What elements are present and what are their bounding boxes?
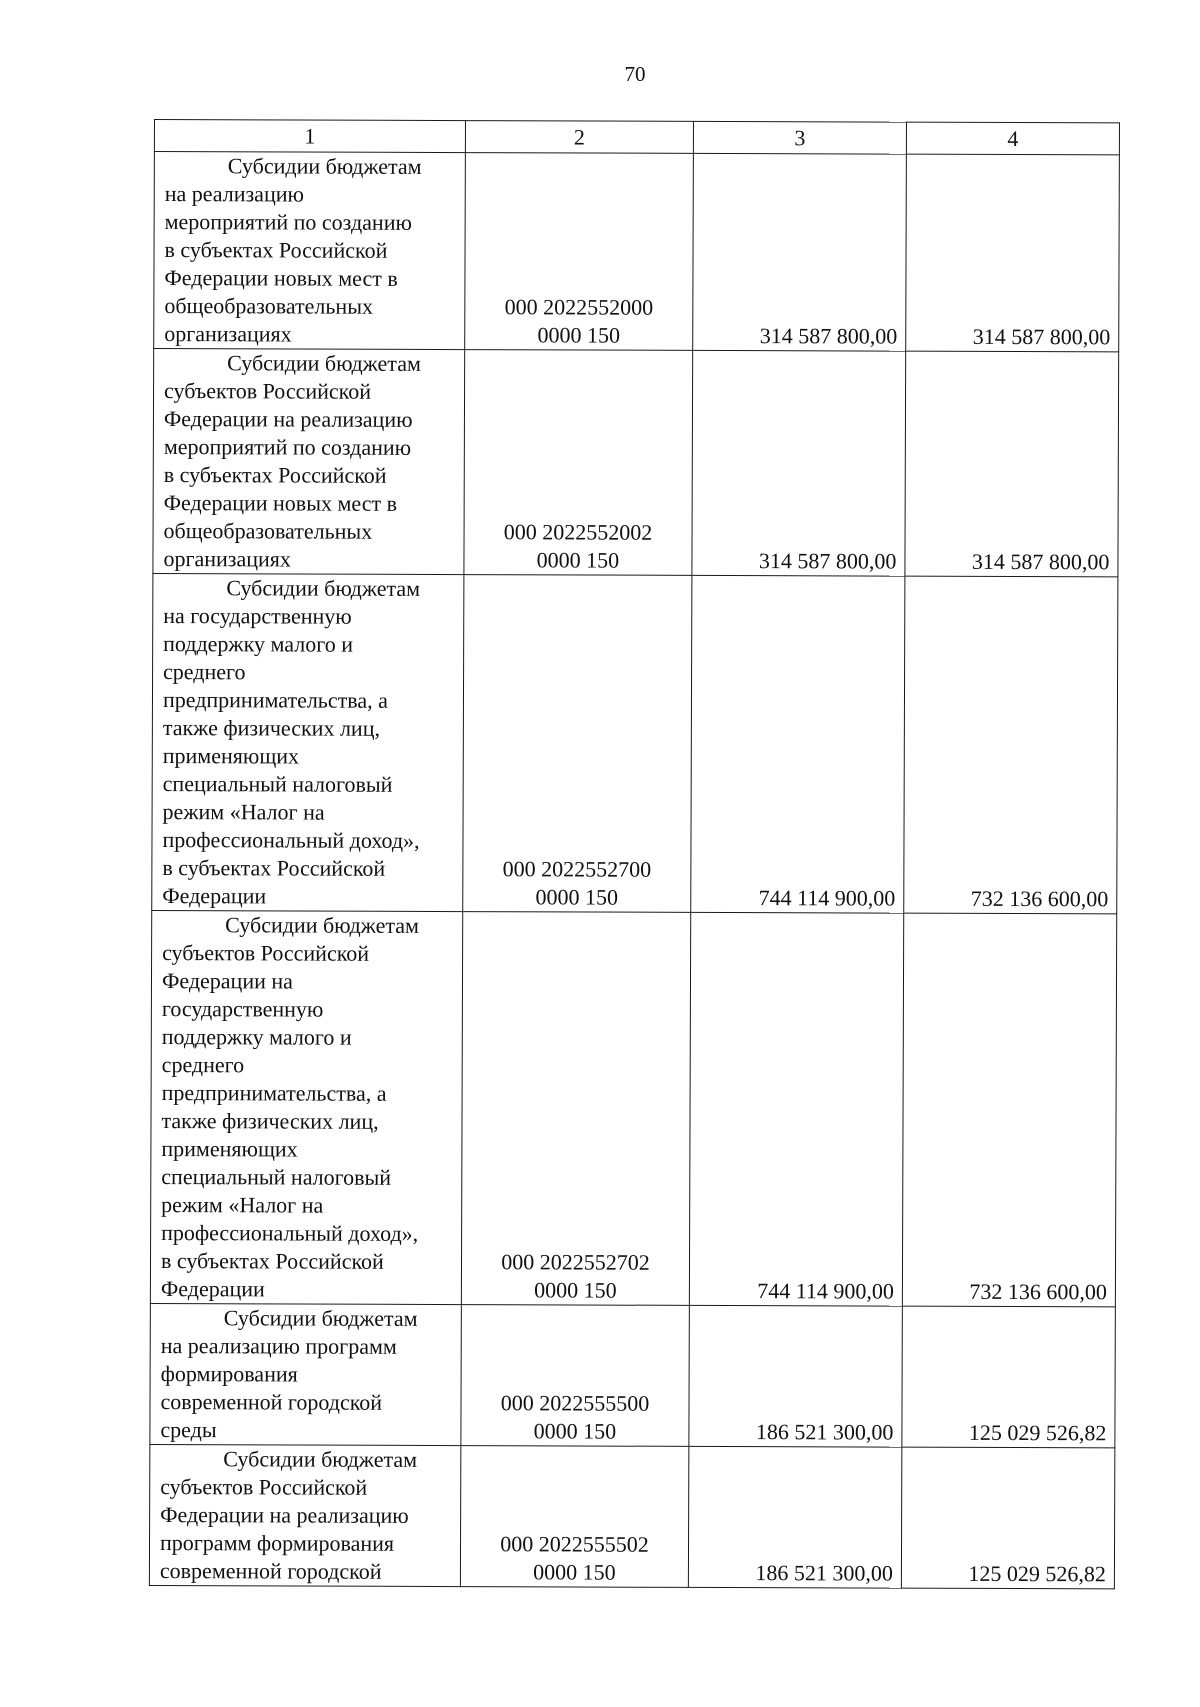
- row-name-line: Субсидии бюджетам: [227, 350, 421, 376]
- row-name-line: Субсидии бюджетам: [223, 1305, 418, 1331]
- row-name-line: специальный налоговый: [162, 771, 393, 797]
- row-name-line: формирования: [160, 1361, 298, 1387]
- column-header-1: 1: [154, 120, 465, 153]
- row-amount-col4: 125 029 526,82: [902, 1306, 1115, 1448]
- row-name-line: на реализацию: [164, 181, 305, 207]
- column-header-2: 2: [465, 121, 693, 154]
- row-name-line: также физических лиц,: [162, 715, 381, 741]
- row-name-cell: [150, 910, 462, 1304]
- row-name-line: на государственную: [163, 603, 352, 629]
- row-name-cell: [153, 349, 465, 575]
- row-name-line: Федерации: [162, 883, 267, 909]
- row-code-line: 000 2022552700: [502, 856, 652, 882]
- table-body: [149, 152, 1119, 1589]
- row-name-line: Федерации новых мест в: [164, 265, 398, 291]
- page-number: 70: [624, 62, 646, 86]
- row-name-line: субъектов Российской: [164, 378, 372, 404]
- row-name-line: Субсидии бюджетам: [227, 153, 422, 179]
- row-name-line: Федерации на реализацию: [163, 406, 413, 432]
- row-name-line: поддержку малого и: [163, 631, 354, 657]
- row-name-line: режим «Налог на: [161, 1192, 324, 1218]
- table-row: [149, 1444, 1114, 1588]
- row-amount-col4: 125 029 526,82: [901, 1447, 1114, 1589]
- row-name-line: режим «Налог на: [162, 799, 325, 825]
- row-code-cell: [461, 1305, 689, 1447]
- row-name-line: среднего: [161, 1052, 245, 1078]
- row-name-line: Федерации новых мест в: [163, 490, 398, 516]
- row-name-line: программ формирования: [159, 1530, 395, 1556]
- row-name-line: организациях: [163, 546, 291, 572]
- row-amount-col3: 314 587 800,00: [693, 153, 907, 351]
- row-amount-col4: 314 587 800,00: [905, 351, 1119, 577]
- row-code-cell: [461, 912, 690, 1306]
- row-name-line: Федерации на: [161, 968, 293, 994]
- row-code-line: 0000 150: [533, 1418, 617, 1444]
- table-row: [153, 349, 1119, 577]
- row-name-line: субъектов Российской: [162, 940, 370, 966]
- row-name-line: государственную: [161, 996, 324, 1022]
- row-code-line: 000 2022552000: [504, 294, 654, 320]
- row-name-line: на реализацию программ: [160, 1333, 397, 1359]
- column-header-4: 4: [906, 122, 1119, 155]
- row-code-line: 0000 150: [534, 1277, 617, 1303]
- row-name-line: также физических лиц,: [161, 1108, 379, 1134]
- row-name-line: профессиональный доход»,: [162, 827, 420, 853]
- row-code-line: 000 2022552002: [503, 519, 653, 545]
- row-name-line: общеобразовательных: [164, 293, 374, 319]
- row-name-line: профессиональный доход»,: [161, 1220, 419, 1246]
- row-name-line: Субсидии бюджетам: [225, 912, 419, 938]
- row-amount-col4: 732 136 600,00: [902, 913, 1116, 1307]
- row-amount-col3: 314 587 800,00: [692, 350, 906, 576]
- row-name-line: Федерации на реализацию: [160, 1502, 409, 1528]
- row-name-line: Субсидии бюджетам: [226, 575, 421, 601]
- row-amount-col3: 186 521 300,00: [688, 1446, 901, 1588]
- row-name-line: в субъектах Российской: [163, 462, 387, 488]
- row-code-line: 000 2022555500: [500, 1390, 650, 1416]
- row-name-line: среднего: [163, 659, 246, 685]
- column-header-3: 3: [693, 121, 906, 154]
- row-amount-col3: 744 114 900,00: [689, 912, 903, 1306]
- row-code-line: 0000 150: [537, 322, 621, 348]
- row-name-line: предпринимательства, а: [161, 1080, 387, 1106]
- row-name-cell: [150, 1303, 461, 1445]
- row-name-line: применяющих: [162, 743, 300, 769]
- row-name-line: предпринимательства, а: [162, 687, 388, 713]
- row-code-cell: [464, 350, 693, 576]
- table-row: [150, 1303, 1115, 1447]
- row-name-line: общеобразовательных: [163, 518, 373, 544]
- row-name-line: современной городской: [159, 1558, 382, 1584]
- row-code-line: 0000 150: [536, 547, 620, 573]
- row-name-line: в субъектах Российской: [164, 237, 388, 263]
- row-name-line: субъектов Российской: [160, 1474, 368, 1500]
- row-name-line: Федерации: [160, 1276, 265, 1302]
- row-code-line: 000 2022555502: [500, 1531, 649, 1557]
- row-name-cell: [152, 573, 464, 911]
- row-name-cell: [154, 152, 466, 350]
- row-name-line: поддержку малого и: [161, 1024, 352, 1050]
- row-name-cell: [149, 1444, 460, 1586]
- row-name-line: в субъектах Российской: [162, 855, 386, 881]
- table-row: [152, 573, 1118, 913]
- row-name-line: организациях: [164, 321, 292, 347]
- row-amount-col4: 314 587 800,00: [906, 154, 1120, 352]
- row-amount-col3: 744 114 900,00: [691, 575, 905, 913]
- budget-table: [149, 119, 1120, 1589]
- row-name-line: среды: [160, 1417, 217, 1443]
- row-code-line: 0000 150: [533, 1559, 616, 1585]
- row-amount-col4: 732 136 600,00: [904, 576, 1118, 914]
- table-row: [154, 152, 1120, 352]
- row-name-line: мероприятий по созданию: [164, 209, 412, 235]
- row-name-line: современной городской: [160, 1389, 383, 1415]
- row-code-line: 000 2022552702: [501, 1249, 650, 1275]
- row-name-line: применяющих: [161, 1136, 298, 1162]
- row-amount-col3: 186 521 300,00: [689, 1305, 902, 1447]
- table-header-row: [154, 120, 1119, 155]
- row-name-line: специальный налоговый: [161, 1164, 392, 1190]
- row-code-cell: [463, 575, 692, 913]
- row-code-cell: [465, 153, 694, 351]
- table-row: [150, 910, 1116, 1306]
- row-code-cell: [460, 1446, 688, 1588]
- row-name-line: Субсидии бюджетам: [223, 1446, 418, 1472]
- row-code-line: 0000 150: [535, 884, 619, 910]
- row-name-line: в субъектах Российской: [160, 1248, 384, 1274]
- row-name-line: мероприятий по созданию: [163, 434, 412, 460]
